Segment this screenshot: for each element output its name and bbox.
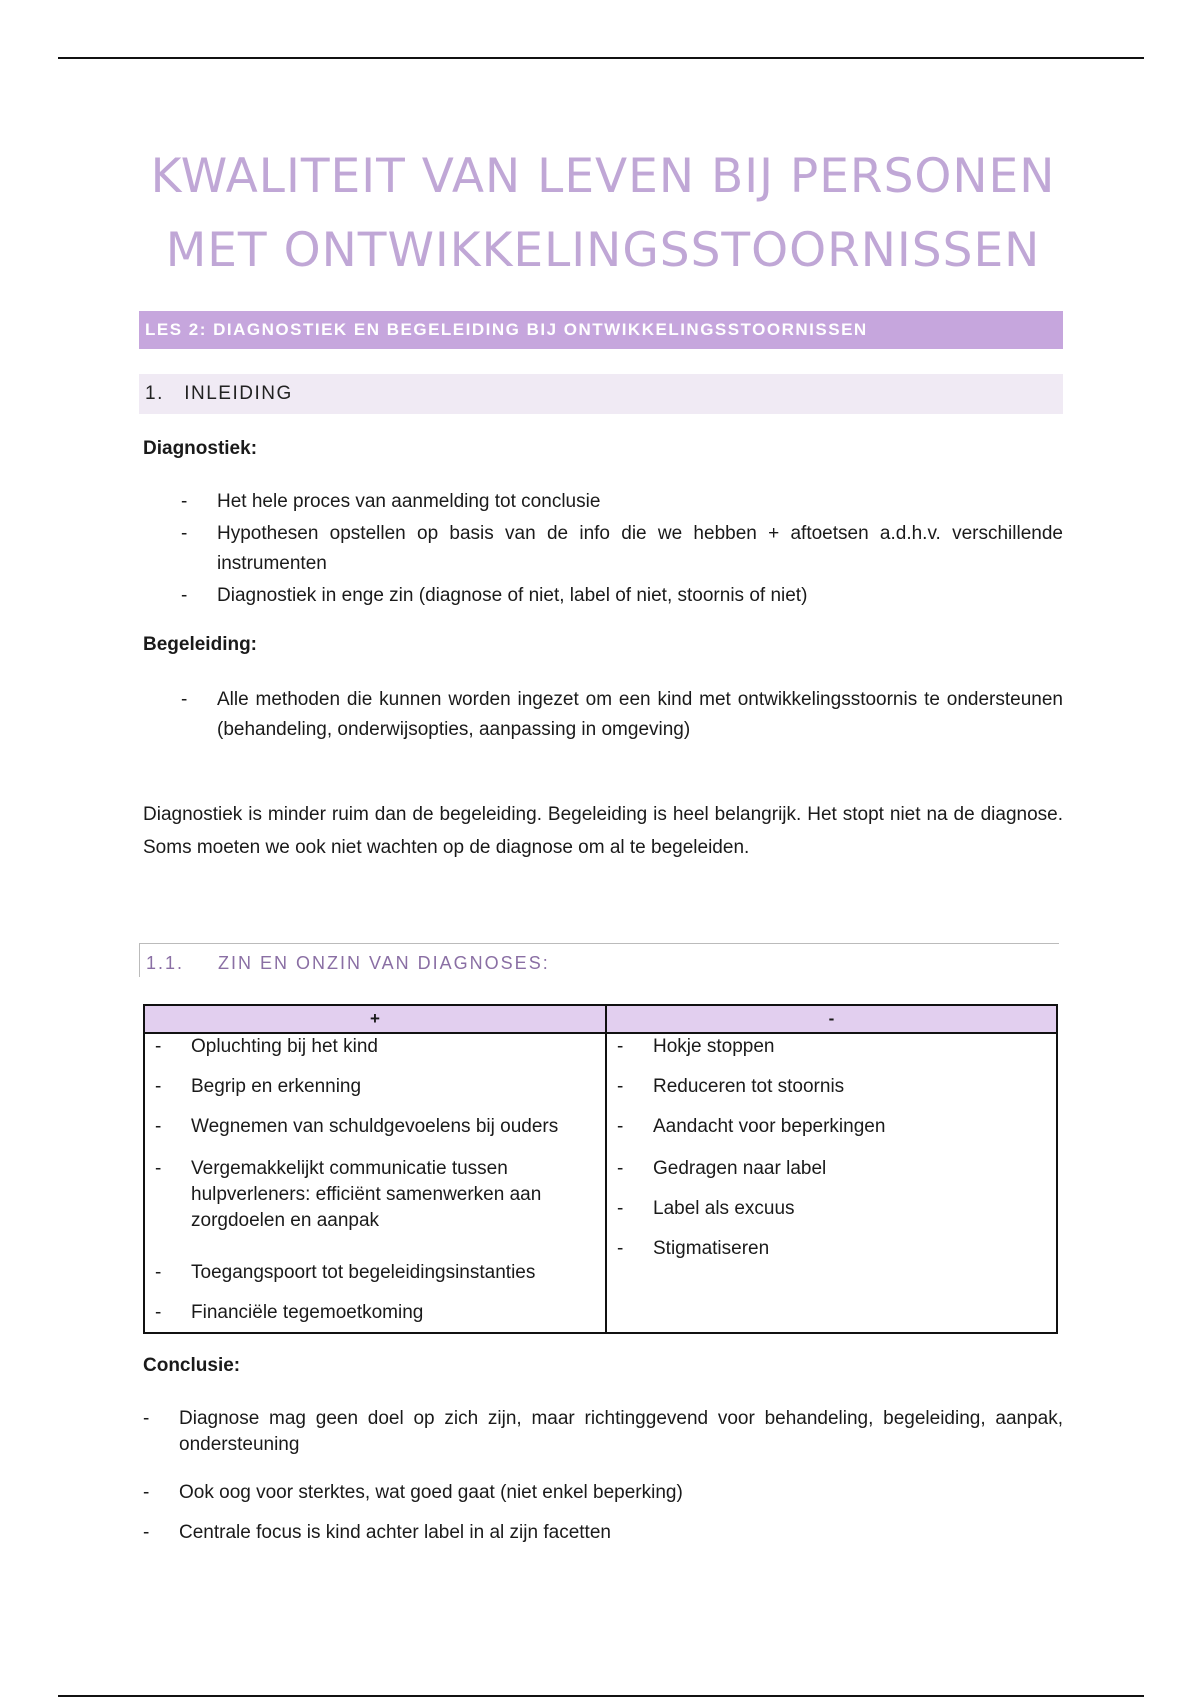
begeleiding-list [181,685,1063,747]
diagnostiek-list [181,487,1063,613]
list-item: - Toegangspoort tot begeleidingsinstanties [155,1262,536,1283]
lesson-heading: LES 2: DIAGNOSTIEK EN BEGELEIDING BIJ ONTWIKKELINGSSTOORNISSEN [139,311,1063,349]
subsection-heading [139,943,1059,977]
subsection-title: ZIN EN ONZIN VAN DIAGNOSES: [218,953,550,973]
list-item: - Begrip en erkenning [155,1076,362,1097]
list-item: - Gedragen naar label [617,1158,827,1179]
list-item: - Financiële tegemoetkoming [155,1302,424,1323]
conclusie-list [143,1406,1063,1546]
title-line-2: MET ONTWIKKELINGSSTOORNISSEN [165,223,1041,278]
list-item: - Opluchting bij het kind [155,1036,378,1057]
list-item: - Aandacht voor beperkingen [617,1116,886,1137]
list-item: - Hokje stoppen [617,1036,775,1057]
list-item: - Centrale focus is kind achter label in al zijn facetten [143,1522,611,1543]
list-item: - Vergemakkelijkt communicatie tussen hulpverleners: efficiënt samenwerken aan zorgdoelen en aanpak [155,1158,542,1231]
title-line-1: KWALITEIT VAN LEVEN BIJ PERSONEN [150,149,1056,204]
subsection-number: 1.1. [146,953,185,973]
list-item: - Label als excuus [617,1198,795,1219]
list-item: - Stigmatiseren [617,1238,770,1259]
intro-paragraph: Diagnostiek is minder ruim dan de begeleiding. Begeleiding is heel belangrijk. Het stopt niet na de diagnose. Soms moeten we ook niet wachten op de diagnose om al te begeleiden. [143,804,1063,858]
list-item: - Ook oog voor sterktes, wat goed gaat (niet enkel beperking) [143,1482,683,1503]
minus-list [607,1034,1056,1262]
plus-cell [144,1033,606,1333]
top-rule [58,57,1144,59]
document-title [143,140,1063,288]
section-number: 1. [145,383,164,404]
list-item: - Wegnemen van schuldgevoelens bij ouders [155,1116,559,1137]
list-item: - Reduceren tot stoornis [617,1076,845,1097]
section-heading-inleiding [139,374,1063,414]
list-item: - Het hele proces van aanmelding tot conclusie [181,491,601,512]
list-item: - Alle methoden die kunnen worden ingezet om een kind met ontwikkelingsstoornis te ondersteunen (behandeling, onderwijsopties, aanpassing in omgeving) [181,689,1063,740]
section-title: INLEIDING [184,383,293,404]
minus-cell [606,1033,1057,1333]
list-item: - Diagnostiek in enge zin (diagnose of niet, label of niet, stoornis of niet) [181,585,808,606]
bottom-rule [58,1695,1144,1697]
diagnostiek-label: Diagnostiek: [143,438,258,459]
list-item: - Diagnose mag geen doel op zich zijn, maar richtinggevend voor behandeling, begeleiding, aanpak, ondersteuning [143,1408,1063,1455]
begeleiding-label: Begeleiding: [143,634,258,655]
pros-cons-table [143,1004,1058,1334]
conclusie-label: Conclusie: [143,1355,241,1376]
plus-list [145,1034,605,1326]
plus-header: + [144,1005,606,1033]
list-item: - Hypothesen opstellen op basis van de info die we hebben + aftoetsen a.d.h.v. verschillende instrumenten [181,523,1063,574]
minus-header: - [606,1005,1057,1033]
